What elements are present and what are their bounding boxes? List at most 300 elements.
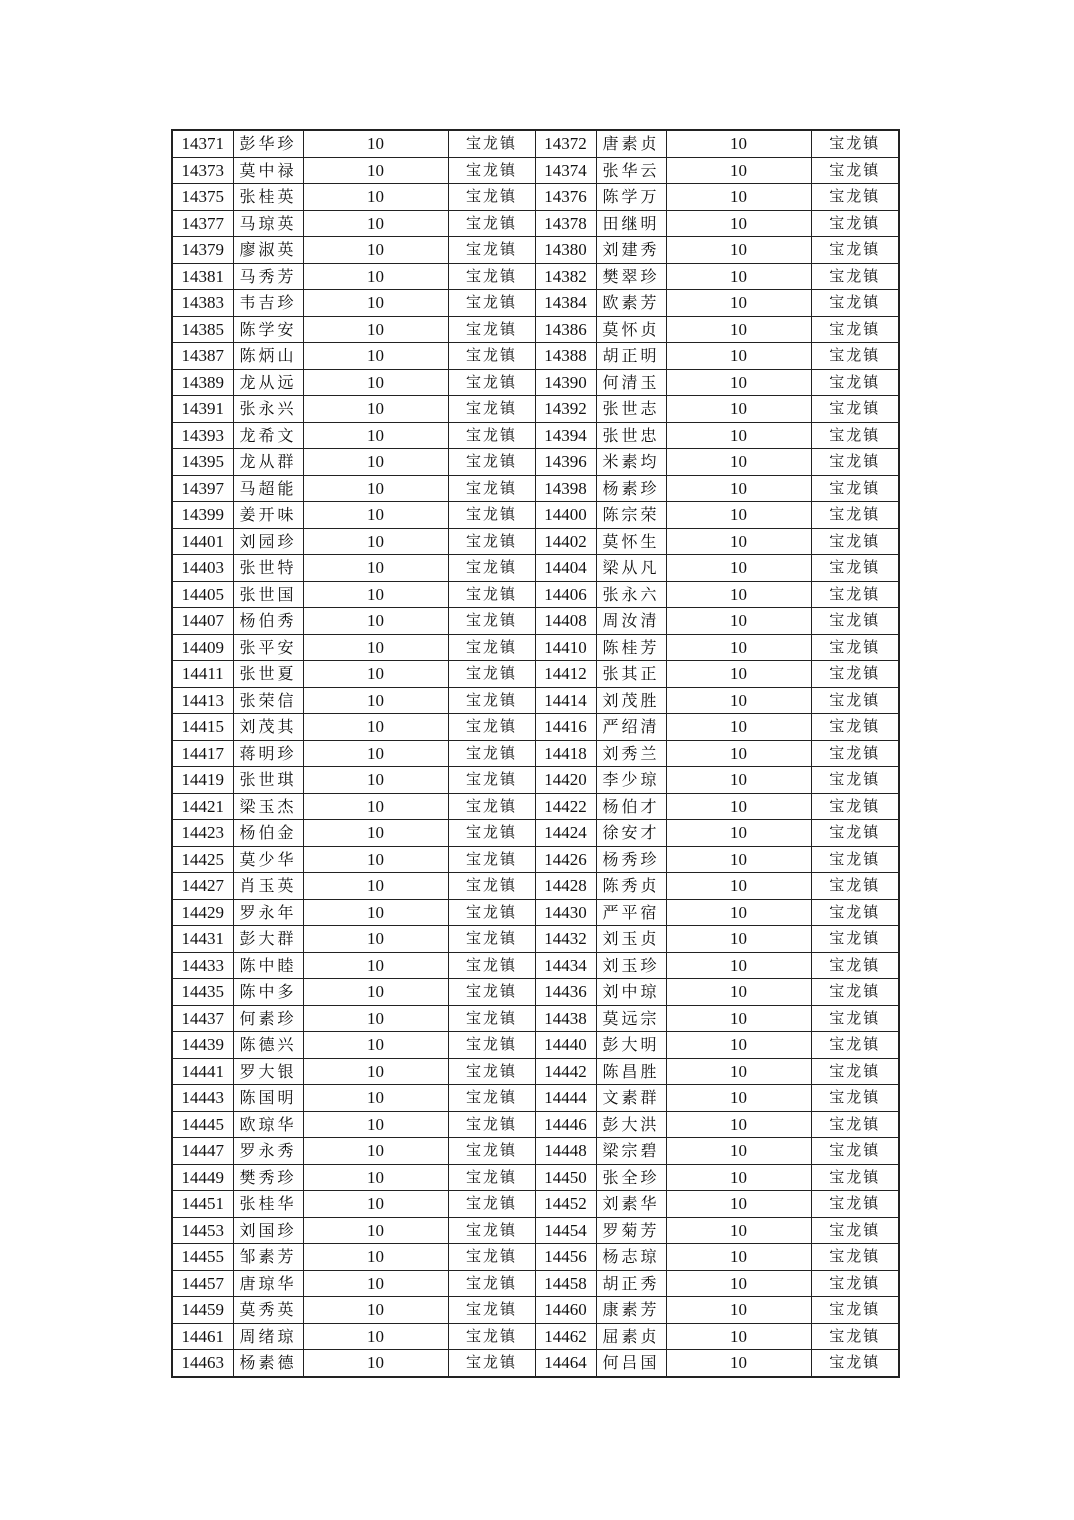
left-amount-cell: 10: [303, 952, 448, 979]
table-row: [172, 687, 899, 714]
left-id-cell: 14439: [172, 1032, 233, 1059]
right-id-cell: 14440: [535, 1032, 596, 1059]
right-name-cell: 唐素贞: [596, 130, 666, 157]
right-town-cell: 宝龙镇: [811, 1005, 899, 1032]
table-row: [172, 449, 899, 476]
table-row: [172, 767, 899, 794]
right-town-cell: 宝龙镇: [811, 263, 899, 290]
right-town-cell: 宝龙镇: [811, 767, 899, 794]
left-town-cell: 宝龙镇: [448, 1217, 535, 1244]
right-town-cell: 宝龙镇: [811, 740, 899, 767]
right-id-cell: 14414: [535, 687, 596, 714]
right-town-cell: 宝龙镇: [811, 608, 899, 635]
right-id-cell: 14432: [535, 926, 596, 953]
right-town-cell: 宝龙镇: [811, 846, 899, 873]
right-town-cell: 宝龙镇: [811, 449, 899, 476]
right-id-cell: 14424: [535, 820, 596, 847]
right-id-cell: 14444: [535, 1085, 596, 1112]
right-id-cell: 14372: [535, 130, 596, 157]
left-name-cell: 张世琪: [233, 767, 303, 794]
left-name-cell: 罗永秀: [233, 1138, 303, 1165]
left-town-cell: 宝龙镇: [448, 714, 535, 741]
left-name-cell: 马超能: [233, 475, 303, 502]
right-name-cell: 刘中琼: [596, 979, 666, 1006]
left-town-cell: 宝龙镇: [448, 369, 535, 396]
right-town-cell: 宝龙镇: [811, 1058, 899, 1085]
left-id-cell: 14455: [172, 1244, 233, 1271]
table-row: [172, 740, 899, 767]
right-town-cell: 宝龙镇: [811, 1191, 899, 1218]
right-id-cell: 14408: [535, 608, 596, 635]
left-town-cell: 宝龙镇: [448, 767, 535, 794]
right-id-cell: 14380: [535, 237, 596, 264]
left-id-cell: 14431: [172, 926, 233, 953]
table-row: [172, 475, 899, 502]
right-name-cell: 罗菊芳: [596, 1217, 666, 1244]
left-amount-cell: 10: [303, 263, 448, 290]
right-town-cell: 宝龙镇: [811, 210, 899, 237]
right-name-cell: 陈秀贞: [596, 873, 666, 900]
left-amount-cell: 10: [303, 661, 448, 688]
left-town-cell: 宝龙镇: [448, 1244, 535, 1271]
left-amount-cell: 10: [303, 1138, 448, 1165]
left-amount-cell: 10: [303, 899, 448, 926]
left-town-cell: 宝龙镇: [448, 290, 535, 317]
table-row: [172, 979, 899, 1006]
left-amount-cell: 10: [303, 1058, 448, 1085]
left-name-cell: 杨素德: [233, 1350, 303, 1377]
left-name-cell: 莫秀英: [233, 1297, 303, 1324]
left-name-cell: 罗大银: [233, 1058, 303, 1085]
right-id-cell: 14390: [535, 369, 596, 396]
left-name-cell: 刘茂其: [233, 714, 303, 741]
right-town-cell: 宝龙镇: [811, 581, 899, 608]
left-name-cell: 龙从远: [233, 369, 303, 396]
right-name-cell: 张世忠: [596, 422, 666, 449]
left-id-cell: 14417: [172, 740, 233, 767]
right-amount-cell: 10: [666, 687, 811, 714]
right-name-cell: 莫远宗: [596, 1005, 666, 1032]
left-name-cell: 莫中禄: [233, 157, 303, 184]
right-name-cell: 田继明: [596, 210, 666, 237]
left-town-cell: 宝龙镇: [448, 157, 535, 184]
right-amount-cell: 10: [666, 237, 811, 264]
left-id-cell: 14391: [172, 396, 233, 423]
left-amount-cell: 10: [303, 130, 448, 157]
left-id-cell: 14449: [172, 1164, 233, 1191]
left-amount-cell: 10: [303, 1297, 448, 1324]
right-name-cell: 刘秀兰: [596, 740, 666, 767]
left-id-cell: 14437: [172, 1005, 233, 1032]
left-id-cell: 14463: [172, 1350, 233, 1377]
left-name-cell: 廖淑英: [233, 237, 303, 264]
left-amount-cell: 10: [303, 184, 448, 211]
right-town-cell: 宝龙镇: [811, 157, 899, 184]
left-amount-cell: 10: [303, 687, 448, 714]
right-id-cell: 14396: [535, 449, 596, 476]
table-row: [172, 1244, 899, 1271]
left-name-cell: 张平安: [233, 634, 303, 661]
left-name-cell: 杨伯秀: [233, 608, 303, 635]
table-row: [172, 263, 899, 290]
left-id-cell: 14395: [172, 449, 233, 476]
right-amount-cell: 10: [666, 528, 811, 555]
table-row: [172, 237, 899, 264]
left-town-cell: 宝龙镇: [448, 396, 535, 423]
left-amount-cell: 10: [303, 979, 448, 1006]
left-name-cell: 张世国: [233, 581, 303, 608]
left-id-cell: 14381: [172, 263, 233, 290]
left-amount-cell: 10: [303, 1005, 448, 1032]
table-row: [172, 581, 899, 608]
right-name-cell: 彭大明: [596, 1032, 666, 1059]
right-amount-cell: 10: [666, 210, 811, 237]
right-amount-cell: 10: [666, 634, 811, 661]
left-id-cell: 14373: [172, 157, 233, 184]
right-name-cell: 屈素贞: [596, 1323, 666, 1350]
right-town-cell: 宝龙镇: [811, 661, 899, 688]
left-town-cell: 宝龙镇: [448, 1297, 535, 1324]
left-amount-cell: 10: [303, 1244, 448, 1271]
left-id-cell: 14387: [172, 343, 233, 370]
right-name-cell: 欧素芳: [596, 290, 666, 317]
right-name-cell: 杨伯才: [596, 793, 666, 820]
table-row: [172, 130, 899, 157]
left-name-cell: 张桂华: [233, 1191, 303, 1218]
left-town-cell: 宝龙镇: [448, 184, 535, 211]
left-amount-cell: 10: [303, 1085, 448, 1112]
left-town-cell: 宝龙镇: [448, 449, 535, 476]
right-name-cell: 刘玉贞: [596, 926, 666, 953]
right-amount-cell: 10: [666, 820, 811, 847]
left-town-cell: 宝龙镇: [448, 687, 535, 714]
table-row: [172, 793, 899, 820]
left-town-cell: 宝龙镇: [448, 1085, 535, 1112]
left-name-cell: 唐琼华: [233, 1270, 303, 1297]
table-row: [172, 926, 899, 953]
table-row: [172, 528, 899, 555]
left-name-cell: 陈中多: [233, 979, 303, 1006]
table-row: [172, 1350, 899, 1377]
right-name-cell: 梁宗碧: [596, 1138, 666, 1165]
table-row: [172, 714, 899, 741]
table-row: [172, 502, 899, 529]
right-name-cell: 陈桂芳: [596, 634, 666, 661]
right-name-cell: 胡正秀: [596, 1270, 666, 1297]
right-town-cell: 宝龙镇: [811, 1270, 899, 1297]
right-name-cell: 刘茂胜: [596, 687, 666, 714]
right-id-cell: 14384: [535, 290, 596, 317]
right-name-cell: 严绍清: [596, 714, 666, 741]
right-name-cell: 李少琼: [596, 767, 666, 794]
left-id-cell: 14421: [172, 793, 233, 820]
left-town-cell: 宝龙镇: [448, 661, 535, 688]
left-name-cell: 张世特: [233, 555, 303, 582]
left-name-cell: 樊秀珍: [233, 1164, 303, 1191]
left-id-cell: 14409: [172, 634, 233, 661]
left-id-cell: 14461: [172, 1323, 233, 1350]
right-name-cell: 杨秀珍: [596, 846, 666, 873]
left-town-cell: 宝龙镇: [448, 1111, 535, 1138]
right-name-cell: 张世志: [596, 396, 666, 423]
right-amount-cell: 10: [666, 608, 811, 635]
left-town-cell: 宝龙镇: [448, 793, 535, 820]
left-id-cell: 14389: [172, 369, 233, 396]
left-amount-cell: 10: [303, 290, 448, 317]
left-town-cell: 宝龙镇: [448, 979, 535, 1006]
right-amount-cell: 10: [666, 1191, 811, 1218]
right-name-cell: 张其正: [596, 661, 666, 688]
left-town-cell: 宝龙镇: [448, 1032, 535, 1059]
table-row: [172, 316, 899, 343]
left-amount-cell: 10: [303, 608, 448, 635]
left-id-cell: 14379: [172, 237, 233, 264]
left-town-cell: 宝龙镇: [448, 475, 535, 502]
left-name-cell: 韦吉珍: [233, 290, 303, 317]
right-id-cell: 14462: [535, 1323, 596, 1350]
right-amount-cell: 10: [666, 1270, 811, 1297]
right-id-cell: 14450: [535, 1164, 596, 1191]
right-town-cell: 宝龙镇: [811, 555, 899, 582]
table-row: [172, 873, 899, 900]
left-amount-cell: 10: [303, 767, 448, 794]
roster-table: [171, 129, 900, 1378]
left-town-cell: 宝龙镇: [448, 873, 535, 900]
left-town-cell: 宝龙镇: [448, 237, 535, 264]
left-id-cell: 14435: [172, 979, 233, 1006]
left-id-cell: 14459: [172, 1297, 233, 1324]
left-amount-cell: 10: [303, 555, 448, 582]
left-town-cell: 宝龙镇: [448, 1138, 535, 1165]
left-town-cell: 宝龙镇: [448, 899, 535, 926]
right-amount-cell: 10: [666, 899, 811, 926]
right-name-cell: 彭大洪: [596, 1111, 666, 1138]
right-amount-cell: 10: [666, 263, 811, 290]
right-name-cell: 康素芳: [596, 1297, 666, 1324]
left-town-cell: 宝龙镇: [448, 1058, 535, 1085]
right-name-cell: 徐安才: [596, 820, 666, 847]
left-id-cell: 14419: [172, 767, 233, 794]
left-id-cell: 14385: [172, 316, 233, 343]
right-town-cell: 宝龙镇: [811, 237, 899, 264]
left-town-cell: 宝龙镇: [448, 528, 535, 555]
right-town-cell: 宝龙镇: [811, 1138, 899, 1165]
table-row: [172, 952, 899, 979]
right-name-cell: 莫怀生: [596, 528, 666, 555]
right-amount-cell: 10: [666, 1058, 811, 1085]
table-row: [172, 1032, 899, 1059]
right-amount-cell: 10: [666, 1085, 811, 1112]
table-row: [172, 820, 899, 847]
left-name-cell: 蒋明珍: [233, 740, 303, 767]
right-town-cell: 宝龙镇: [811, 475, 899, 502]
left-name-cell: 张荣信: [233, 687, 303, 714]
table-row: [172, 661, 899, 688]
right-id-cell: 14438: [535, 1005, 596, 1032]
right-town-cell: 宝龙镇: [811, 343, 899, 370]
right-id-cell: 14454: [535, 1217, 596, 1244]
right-id-cell: 14464: [535, 1350, 596, 1377]
right-amount-cell: 10: [666, 396, 811, 423]
roster-table-body: [172, 130, 899, 1377]
right-id-cell: 14442: [535, 1058, 596, 1085]
right-town-cell: 宝龙镇: [811, 502, 899, 529]
right-id-cell: 14378: [535, 210, 596, 237]
right-amount-cell: 10: [666, 793, 811, 820]
right-name-cell: 文素群: [596, 1085, 666, 1112]
right-amount-cell: 10: [666, 661, 811, 688]
right-id-cell: 14460: [535, 1297, 596, 1324]
table-row: [172, 343, 899, 370]
right-name-cell: 陈学万: [596, 184, 666, 211]
right-amount-cell: 10: [666, 184, 811, 211]
left-name-cell: 彭大群: [233, 926, 303, 953]
right-town-cell: 宝龙镇: [811, 1297, 899, 1324]
right-id-cell: 14456: [535, 1244, 596, 1271]
right-amount-cell: 10: [666, 1244, 811, 1271]
left-name-cell: 彭华珍: [233, 130, 303, 157]
right-id-cell: 14452: [535, 1191, 596, 1218]
left-amount-cell: 10: [303, 581, 448, 608]
right-name-cell: 周汝清: [596, 608, 666, 635]
left-amount-cell: 10: [303, 926, 448, 953]
right-name-cell: 严平宿: [596, 899, 666, 926]
left-name-cell: 刘园珍: [233, 528, 303, 555]
left-amount-cell: 10: [303, 157, 448, 184]
right-town-cell: 宝龙镇: [811, 1164, 899, 1191]
right-amount-cell: 10: [666, 290, 811, 317]
left-town-cell: 宝龙镇: [448, 422, 535, 449]
table-row: [172, 1217, 899, 1244]
right-name-cell: 张全珍: [596, 1164, 666, 1191]
left-town-cell: 宝龙镇: [448, 634, 535, 661]
table-row: [172, 184, 899, 211]
right-amount-cell: 10: [666, 714, 811, 741]
left-name-cell: 梁玉杰: [233, 793, 303, 820]
right-name-cell: 刘素华: [596, 1191, 666, 1218]
left-amount-cell: 10: [303, 1350, 448, 1377]
right-name-cell: 张华云: [596, 157, 666, 184]
left-id-cell: 14413: [172, 687, 233, 714]
right-name-cell: 何清玉: [596, 369, 666, 396]
left-name-cell: 陈炳山: [233, 343, 303, 370]
left-id-cell: 14415: [172, 714, 233, 741]
table-row: [172, 1323, 899, 1350]
right-amount-cell: 10: [666, 1111, 811, 1138]
right-name-cell: 陈昌胜: [596, 1058, 666, 1085]
left-town-cell: 宝龙镇: [448, 846, 535, 873]
left-town-cell: 宝龙镇: [448, 926, 535, 953]
left-id-cell: 14433: [172, 952, 233, 979]
left-amount-cell: 10: [303, 793, 448, 820]
right-id-cell: 14404: [535, 555, 596, 582]
right-town-cell: 宝龙镇: [811, 926, 899, 953]
right-name-cell: 杨志琼: [596, 1244, 666, 1271]
right-name-cell: 莫怀贞: [596, 316, 666, 343]
table-row: [172, 157, 899, 184]
left-amount-cell: 10: [303, 528, 448, 555]
left-amount-cell: 10: [303, 1217, 448, 1244]
right-amount-cell: 10: [666, 130, 811, 157]
left-town-cell: 宝龙镇: [448, 555, 535, 582]
left-id-cell: 14401: [172, 528, 233, 555]
right-id-cell: 14420: [535, 767, 596, 794]
table-row: [172, 369, 899, 396]
left-id-cell: 14429: [172, 899, 233, 926]
right-id-cell: 14382: [535, 263, 596, 290]
left-amount-cell: 10: [303, 820, 448, 847]
right-town-cell: 宝龙镇: [811, 873, 899, 900]
left-name-cell: 陈国明: [233, 1085, 303, 1112]
left-town-cell: 宝龙镇: [448, 1323, 535, 1350]
left-amount-cell: 10: [303, 343, 448, 370]
table-row: [172, 422, 899, 449]
left-amount-cell: 10: [303, 1164, 448, 1191]
left-id-cell: 14405: [172, 581, 233, 608]
left-id-cell: 14423: [172, 820, 233, 847]
right-id-cell: 14394: [535, 422, 596, 449]
left-id-cell: 14411: [172, 661, 233, 688]
left-name-cell: 张永兴: [233, 396, 303, 423]
right-amount-cell: 10: [666, 581, 811, 608]
left-town-cell: 宝龙镇: [448, 263, 535, 290]
right-town-cell: 宝龙镇: [811, 316, 899, 343]
right-amount-cell: 10: [666, 952, 811, 979]
left-name-cell: 邹素芳: [233, 1244, 303, 1271]
right-town-cell: 宝龙镇: [811, 528, 899, 555]
right-name-cell: 梁从凡: [596, 555, 666, 582]
left-name-cell: 姜开味: [233, 502, 303, 529]
right-town-cell: 宝龙镇: [811, 1085, 899, 1112]
right-amount-cell: 10: [666, 1164, 811, 1191]
left-amount-cell: 10: [303, 846, 448, 873]
left-town-cell: 宝龙镇: [448, 1164, 535, 1191]
left-id-cell: 14453: [172, 1217, 233, 1244]
table-row: [172, 1138, 899, 1165]
right-town-cell: 宝龙镇: [811, 793, 899, 820]
right-id-cell: 14412: [535, 661, 596, 688]
right-id-cell: 14388: [535, 343, 596, 370]
left-amount-cell: 10: [303, 740, 448, 767]
left-town-cell: 宝龙镇: [448, 502, 535, 529]
table-row: [172, 608, 899, 635]
left-name-cell: 肖玉英: [233, 873, 303, 900]
right-id-cell: 14436: [535, 979, 596, 1006]
right-id-cell: 14430: [535, 899, 596, 926]
left-town-cell: 宝龙镇: [448, 130, 535, 157]
right-amount-cell: 10: [666, 1297, 811, 1324]
left-town-cell: 宝龙镇: [448, 952, 535, 979]
right-amount-cell: 10: [666, 1005, 811, 1032]
left-name-cell: 马秀芳: [233, 263, 303, 290]
table-row: [172, 555, 899, 582]
right-id-cell: 14386: [535, 316, 596, 343]
right-amount-cell: 10: [666, 449, 811, 476]
left-amount-cell: 10: [303, 1111, 448, 1138]
left-town-cell: 宝龙镇: [448, 1191, 535, 1218]
right-id-cell: 14406: [535, 581, 596, 608]
left-amount-cell: 10: [303, 1191, 448, 1218]
left-id-cell: 14457: [172, 1270, 233, 1297]
right-amount-cell: 10: [666, 1138, 811, 1165]
left-id-cell: 14403: [172, 555, 233, 582]
right-amount-cell: 10: [666, 475, 811, 502]
left-name-cell: 张桂英: [233, 184, 303, 211]
right-id-cell: 14398: [535, 475, 596, 502]
right-name-cell: 陈宗荣: [596, 502, 666, 529]
right-id-cell: 14376: [535, 184, 596, 211]
right-amount-cell: 10: [666, 740, 811, 767]
